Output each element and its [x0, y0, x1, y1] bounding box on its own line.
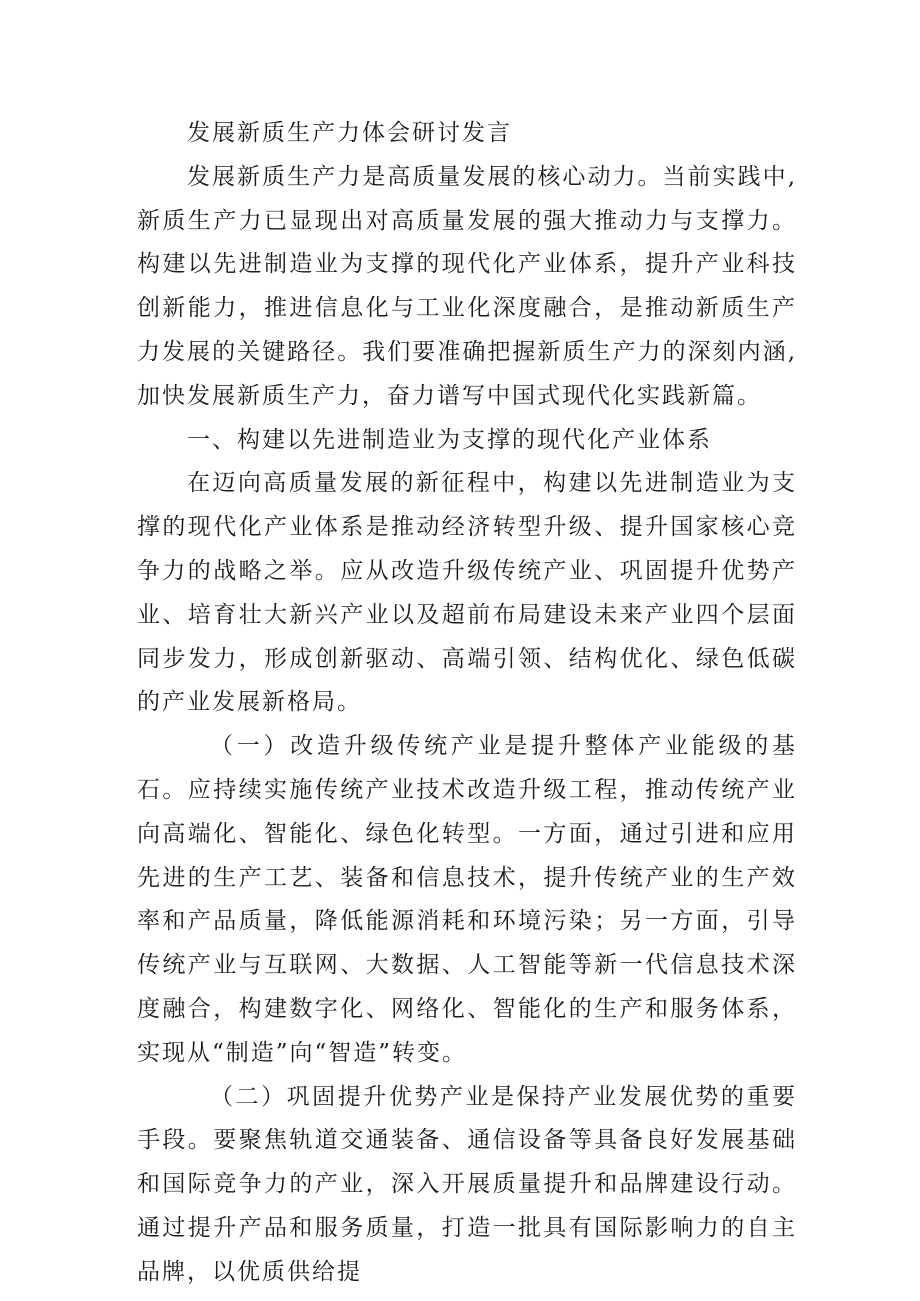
- section-1-paragraph: 在迈向高质量发展的新征程中，构建以先进制造业为支撑的现代化产业体系是推动经济转型升级、提升国家核心竞争力的战略之举。应从改造升级传统产业、巩固提升优势产业、培育壮大新兴产业以及超前布局建设未来产业四个层面同步发力，形成创新驱动、高端引领、结构优化、绿色低碳的产业发展新格局。: [137, 470, 797, 716]
- document-title: 发展新质生产力体会研讨发言: [187, 120, 512, 146]
- intro-paragraph: 发展新质生产力是高质量发展的核心动力。当前实践中,新质生产力已显现出对高质量发展的强大推动力与支撑力。构建以先进制造业为支撑的现代化产业体系，提升产业科技创新能力，推进信息化与工业化深度融合，是推动新质生产力发展的关键路径。我们要准确把握新质生产力的深刻内涵,加快发展新质生产力，奋力谱写中国式现代化实践新篇。: [137, 163, 797, 409]
- subsection-1-paragraph: （一）改造升级传统产业是提升整体产业能级的基石。应持续实施传统产业技术改造升级工程，推动传统产业向高端化、智能化、绿色化转型。一方面，通过引进和应用先进的生产工艺、装备和信息技术，提升传统产业的生产效率和产品质量，降低能源消耗和环境污染；另一方面，引导传统产业与互联网、大数据、人工智能等新一代信息技术深度融合，构建数字化、网络化、智能化的生产和服务体系，实现从“制造”向“智造”转变。: [137, 733, 797, 1066]
- subsection-2-paragraph: （二）巩固提升优势产业是保持产业发展优势的重要手段。要聚焦轨道交通装备、通信设备等具备良好发展基础和国际竞争力的产业，深入开展质量提升和品牌建设行动。通过提升产品和服务质量，打造一批具有国际影响力的自主品牌，以优质供给提: [137, 1083, 797, 1285]
- document-body: [137, 112, 797, 1295]
- section-1-heading: 一、构建以先进制造业为支撑的现代化产业体系: [187, 426, 712, 453]
